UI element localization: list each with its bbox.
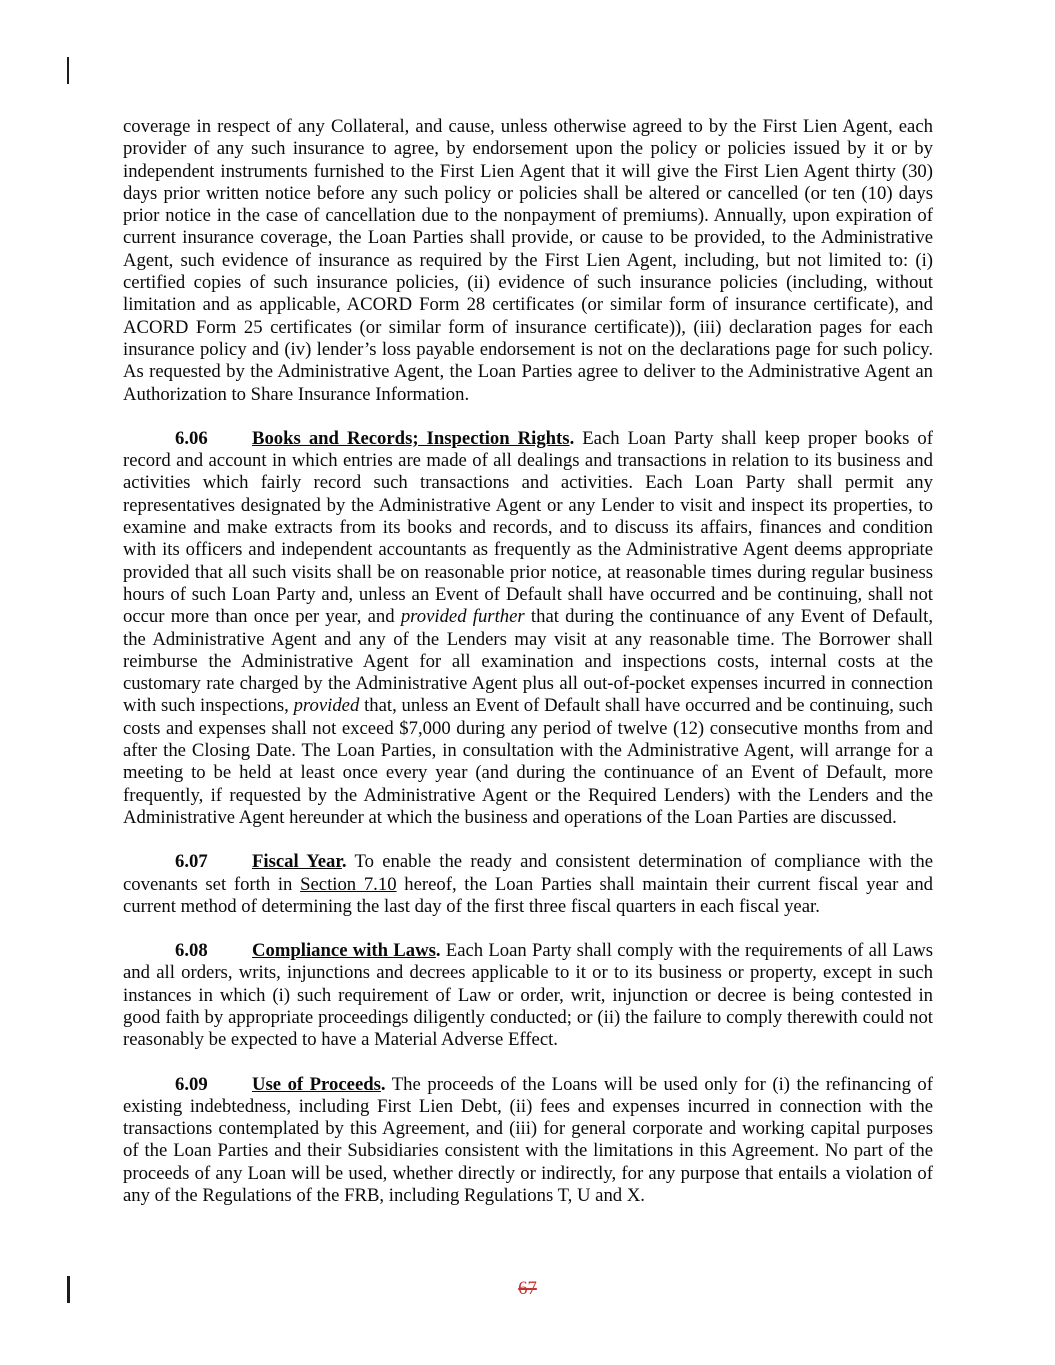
- page-footer: [0, 1278, 1055, 1300]
- text-segment: To enable the ready and consistent determination of compliance with the covenants set forth in: [123, 851, 933, 895]
- text-segment: .: [569, 427, 575, 449]
- section-number: 6.09: [175, 1073, 208, 1095]
- text-segment: hereof, the Loan Parties shall maintain their current fiscal year and current method of determining the last day of the first three fiscal quarters in each fiscal year.: [123, 873, 934, 917]
- text-segment: Section 7.10: [300, 873, 397, 895]
- text-segment: .: [435, 940, 441, 962]
- text-segment: Each Loan Party shall comply with the requirements of all Laws and all orders, writs, injunctions and decrees applicable to it or to its business or property, except in such instances in which (i) such requirement of Law or order, writ, injunction or decree is being contested in good faith by appropriate proceedings diligently conducted; or (ii) the failure to comply therewith could not reasonably be expected to have a Material Adverse Effect.: [123, 940, 934, 1051]
- document-body: [123, 116, 933, 1229]
- section-number: 6.07: [175, 851, 208, 873]
- paragraph-insurance-continuation: [123, 116, 933, 406]
- section-heading: Compliance with Laws: [252, 940, 436, 962]
- section-number: 6.08: [175, 940, 208, 962]
- text-segment: provided: [293, 695, 360, 717]
- text-segment: that, unless an Event of Default shall have occurred and be continuing, such costs and expenses shall not exceed $7,000 during any period of twelve (12) consecutive months from and after the Closing Date. The Loan Parties, in consultation with the Administrative Agent, will arrange for a meeting to be held at least once every year (and during the continuance of an Event of Default, more frequently, if requested by the Administrative Agent or the Required Lenders) with the Lenders and the Administrative Agent hereunder at which the business and operations of the Loan Parties are discussed.: [123, 695, 934, 828]
- text-segment: The proceeds of the Loans will be used only for (i) the refinancing of existing indebtedness, including First Lien Debt, (ii) fees and expenses incurred in connection with the transactions contemplated by this Agreement, and (iii) for general corporate and working capital purposes of the Loan Parties and their Subsidiaries consistent with the limitations in this Agreement. No part of the proceeds of any Loan will be used, whether directly or indirectly, for any purpose that entails a violation of any of the Regulations of the FRB, including Regulations T, U and X.: [123, 1073, 933, 1207]
- revision-change-bar: [67, 57, 69, 84]
- paragraph-section-6-08: [123, 940, 933, 1051]
- paragraph-section-6-09: [123, 1074, 933, 1208]
- text-segment: .: [341, 851, 347, 873]
- text-segment: that during the continuance of any Event of Default, the Administrative Agent and any of the Lenders may visit at any reasonable time. The Borrower shall reimburse the Administrative Agent for all examination and inspections costs, internal costs at the customary rate charged by the Administrative Agent plus all out-of-pocket expenses incurred in connection with such inspections,: [123, 606, 933, 717]
- section-heading: Books and Records; Inspection Rights: [252, 427, 570, 449]
- text-segment: provided further: [400, 606, 525, 628]
- text-segment: Each Loan Party shall keep proper books of record and account in which entries are made of all dealings and transactions in relation to its business and activities which fairly record such transactions and activities. Each Loan Party shall permit any representatives designated by the Administrative Agent or any Lender to visit and inspect its properties, to examine and make extracts from its books and records, and to discuss its affairs, finances and condition with its officers and independent accountants as frequently as the Administrative Agent deems appropriate provided that all such visits shall be on reasonable prior notice, at reasonable times during regular business hours of such Loan Party and, unless an Event of Default shall have occurred and be continuing, shall not occur more than once per year, and: [123, 427, 933, 628]
- section-heading: Use of Proceeds: [252, 1073, 381, 1095]
- page-number: 67: [518, 1278, 537, 1299]
- text-segment: coverage in respect of any Collateral, and cause, unless otherwise agreed to by the First Lien Agent, each provider of any such insurance to agree, by endorsement upon the policy or policies issued by it or by independent instruments furnished to the First Lien Agent that it will give the First Lien Agent thirty (30) days prior written notice before any such policy or policies shall be altered or cancelled (or ten (10) days prior notice in the case of cancellation due to the nonpayment of premiums). Annually, upon expiration of current insurance coverage, the Loan Parties shall provide, or cause to be provided, to the Administrative Agent, such evidence of insurance as required by the First Lien Agent, including, but not limited to: (i) certified copies of such insurance policies, (ii) evidence of such insurance policies (including, without limitation and as applicable, ACORD Form 28 certificates (or similar form of insurance certificate), and ACORD Form 25 certificates (or similar form of insurance certificate)), (iii) declaration pages for each insurance policy and (iv) lender’s loss payable endorsement is not on the declarations page for such policy. As requested by the Administrative Agent, the Loan Parties agree to deliver to the Administrative Agent an Authorization to Share Insurance Information.: [123, 116, 933, 405]
- paragraph-section-6-07: [123, 851, 933, 918]
- paragraph-section-6-06: [123, 428, 933, 829]
- section-number: 6.06: [175, 427, 208, 449]
- text-segment: .: [380, 1073, 386, 1095]
- section-heading: Fiscal Year: [252, 851, 342, 873]
